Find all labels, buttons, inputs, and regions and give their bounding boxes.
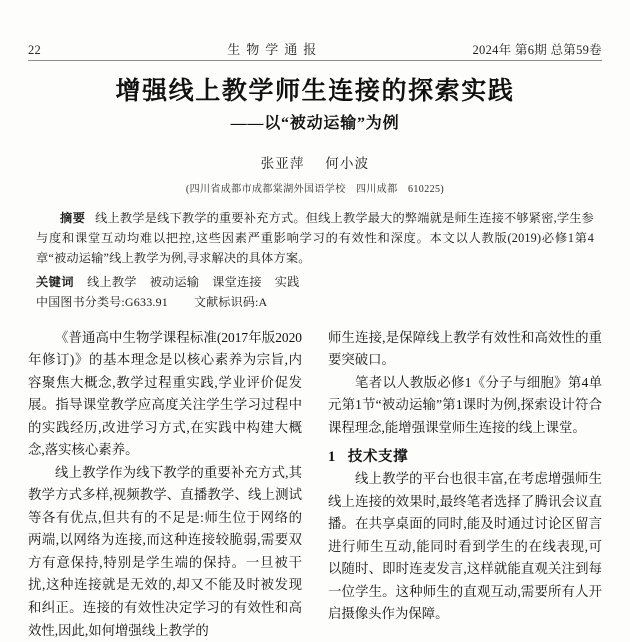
abstract-block: [28, 209, 602, 313]
keywords-line: [36, 273, 594, 293]
keyword-item: 线上教学: [87, 274, 137, 289]
running-header: [28, 0, 602, 61]
body-paragraph: 笔者以人教版必修1《分子与细胞》第4单元第1节“被动运输”第1课时为例,探索设计符合课程理念,能增强课堂师生连接的线上课堂。: [328, 374, 602, 435]
right-column: [328, 327, 602, 642]
body-paragraph: 线上教学作为线下教学的重要补充方式,其教学方式多样,视频教学、直播教学、线上测试等各有优点,但共有的不足是:师生位于网络的两端,以网络为连接,而这种连接较脆弱,需要双方有意保持,特别是学生端的保持。一旦被干扰,这种连接就是无效的,却又不能及时被发现和纠正。连接的有效性决定学习的有效性和高效性,因此,如何增强线上教学的: [28, 464, 302, 638]
section-heading: [328, 445, 602, 466]
abstract-label: 摘要: [60, 211, 86, 226]
abstract-text: 线上教学是线下教学的重要补充方式。但线上教学最大的弊端就是师生连接不够紧密,学生参与度和课堂互动均难以把控,这些因素严重影响学习的有效性和深度。本文以人教版(2019)必修1第4章“被动运输”线上教学为例,寻求解决的具体方案。: [36, 211, 594, 265]
keyword-item: 课堂连接: [212, 274, 262, 289]
journal-name: 生物学通报: [227, 42, 323, 57]
author-name: 何小波: [325, 156, 370, 172]
page-title: 增强线上教学师生连接的探索实践: [115, 78, 515, 105]
section-number: 1: [328, 449, 336, 466]
author-list: [28, 152, 602, 172]
article-subtitle: ——以“被动运输”为例: [230, 114, 400, 132]
document-code: 文献标识码:A: [194, 295, 268, 310]
section-title: 技术支撑: [347, 449, 409, 466]
issue-info: 2024年 第6期 总第59卷: [472, 43, 602, 57]
title-block: [28, 61, 602, 195]
keywords-label: 关键词: [36, 274, 75, 289]
page-number: 22: [28, 43, 41, 57]
clc-number: 中国图书分类号:G633.91: [36, 295, 169, 310]
abstract-paragraph: [36, 209, 594, 268]
keyword-item: 被动运输: [149, 274, 200, 289]
keyword-item: 实践: [274, 274, 300, 289]
classification-line: [36, 293, 594, 312]
left-column: [28, 327, 302, 642]
body-paragraph-continuation: 师生连接,是保障线上教学有效性和高效性的重要突破口。: [328, 329, 602, 368]
body-paragraph: 《普通高中生物学课程标准(2017年版2020年修订)》的基本理念是以核心素养为宗旨,内容聚焦大概念,教学过程重实践,学业评价促发展。指导课堂教学应高度关注学生学习过程中的实践经历,改进学习方式,在实践中构建大概念,落实核心素养。: [28, 329, 302, 458]
body-columns: [28, 327, 602, 642]
author-name: 张亚萍: [260, 156, 305, 172]
affiliation: (四川省成都市成都棠湖外国语学校 四川成都 610225): [185, 184, 445, 196]
body-paragraph: 线上教学的平台也很丰富,在考虑增强师生线上连接的效果时,最终笔者选择了腾讯会议直播。在共享桌面的同时,能及时通过讨论区留言进行师生互动,能同时看到学生的在线表现,可以随时、即时连麦发言,这样就能直观关注到每一位学生。这种师生的直观互动,需要所有人开启摄像头作为保障。: [328, 471, 602, 622]
